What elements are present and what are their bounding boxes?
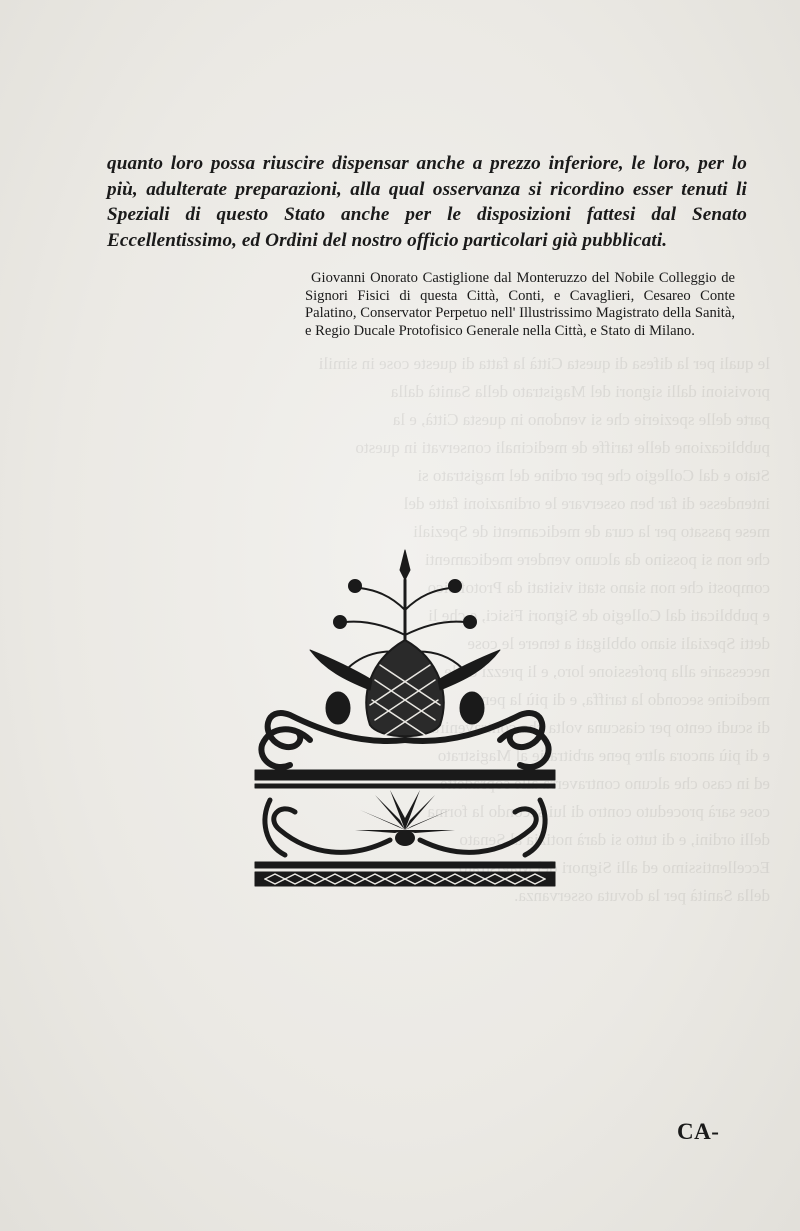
bleed-through-texture: le quali per la difesa di questa Città la fatta di queste cose in simili provisioni dalli signori del Magistrato della Sanità dalla parte delle spezierie che si vendono in questa Città, e la pubblicazione delle tariffe de medicinali conservati in questo Stato e dal Collegio che per ordine del magistrato si intendesse di far ben osservare le ordinazioni fatte del mese passato per la cura de medicamenti de Speziali che non si possino da alcuno vendere medicamenti composti che non siano stati visitati da Protofisico e pubblicati dal Collegio de Signori Fisici, e che li detti Speziali siano obbligati a tenere le cose necessarie alla professione loro, e li prezzi medicine secondo la tariffa, e di più la pena di scudi cento per ciascuna volta che contraveniranno e di più ancora altre pene arbitrarie al Magistrato ed in caso che alcuno contraverrà cose sarà proceduto contro di lui secondo la forma delli ordini, e di tutto si darà notizia al Senato Eccellentissimo ed alli Signori della Sanità per la dovuta osservanza.: [318, 354, 770, 905]
woodcut-floral-ornament-icon: [250, 540, 560, 905]
catchword: CA-: [677, 1119, 720, 1144]
body-paragraph: quanto loro possa riuscire dispensar anche a prezzo inferiore, le loro, per lo più, adulterate preparazioni, alla qual osservanza si ricordino esser tenuti li Speziali di questo Stato anche per le disposizioni fattesi dal Senato Eccellentissimo, ed Ordini del nostro officio particolari già pubblicati.: [107, 153, 747, 251]
signature-block: Giovanni Onorato Castiglione dal Monteruzzo del Nobile Colleggio de Signori Fisici di questa Città, Conti, e Cavaglieri, Cesareo Conte Palatino, Conservator Perpetuo nell' Illustrissimo Magistrato della Sanità, e Regio Ducale Protofisico Generale nella Città, e Stato di Milano.: [305, 270, 735, 339]
